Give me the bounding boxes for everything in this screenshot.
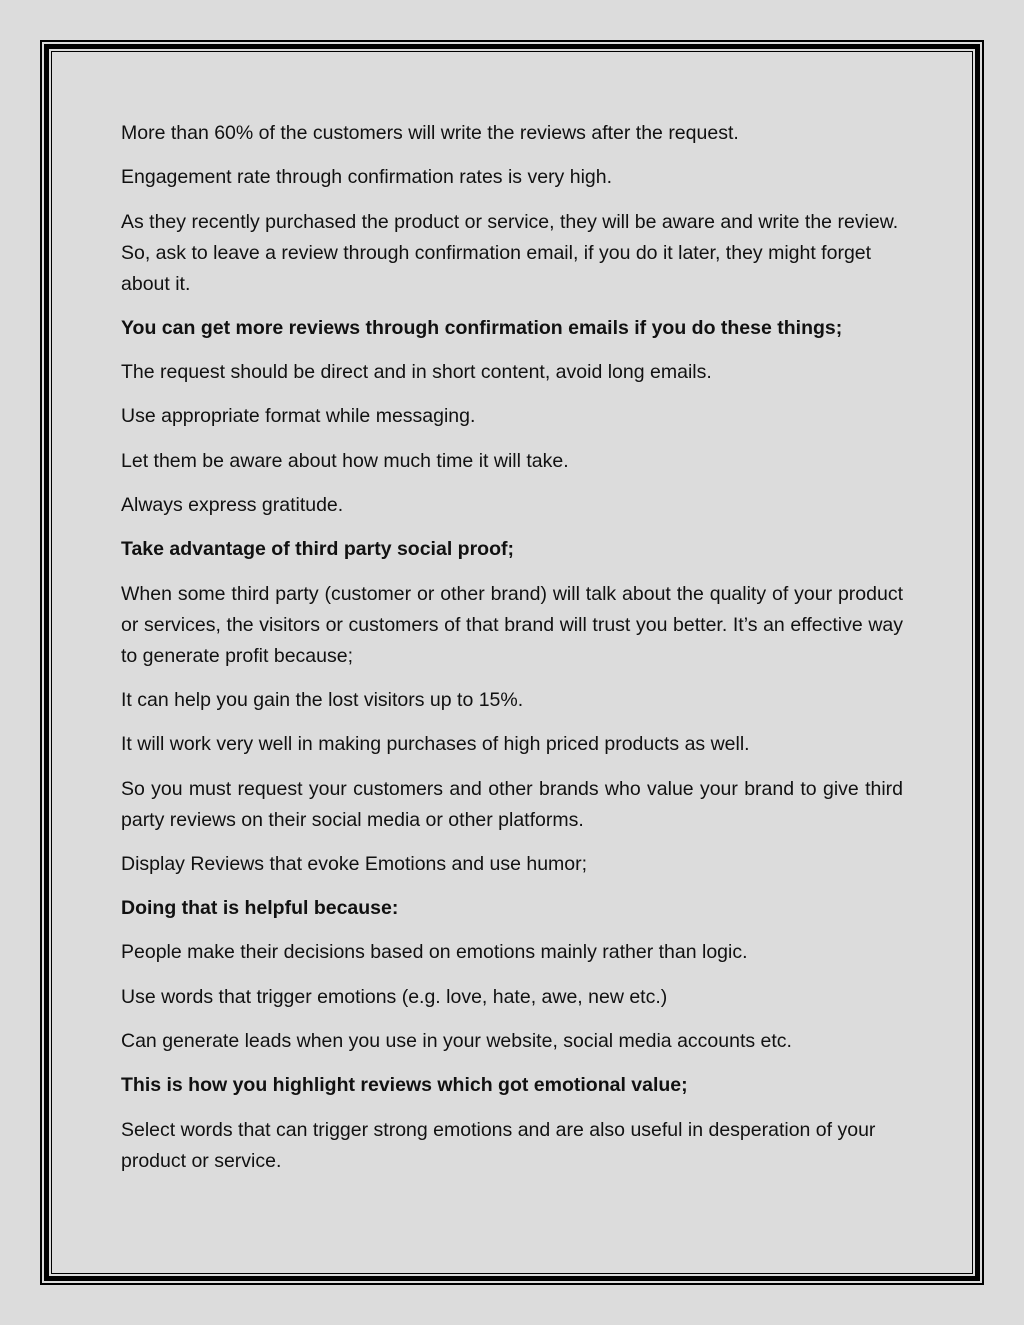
paragraph: The request should be direct and in short content, avoid long emails.	[121, 361, 712, 384]
paragraph: Select words that can trigger strong emotions and are also useful in desperation of your product or service.	[121, 1118, 876, 1172]
paragraph: Can generate leads when you use in your website, social media accounts etc.	[121, 1030, 792, 1053]
section-heading: Take advantage of third party social proof;	[121, 538, 514, 561]
paragraph: Let them be aware about how much time it will take.	[121, 449, 569, 472]
paragraph: As they recently purchased the product or service, they will be aware and write the review. So, ask to leave a review through confirmation email, if you do it later, they might forget about it.	[121, 210, 899, 295]
paragraph: Always express gratitude.	[121, 494, 344, 517]
paragraph: People make their decisions based on emotions mainly rather than logic.	[121, 941, 748, 964]
paragraph: It will work very well in making purchases of high priced products as well.	[121, 733, 750, 756]
paragraph: Engagement rate through confirmation rates is very high.	[121, 166, 613, 189]
paragraph: Display Reviews that evoke Emotions and use humor;	[121, 852, 588, 875]
document-body	[121, 118, 903, 1190]
paragraph: More than 60% of the customers will write the reviews after the request.	[121, 122, 739, 144]
section-heading: You can get more reviews through confirmation emails if you do these things;	[121, 316, 843, 339]
paragraph: When some third party (customer or other brand) will talk about the quality of your product or services, the visitors or customers of that brand will trust you better. It’s an effective way to generate profit because;	[121, 582, 903, 667]
paragraph: It can help you gain the lost visitors up to 15%.	[121, 688, 524, 711]
paragraph: Use words that trigger emotions (e.g. love, hate, awe, new etc.)	[121, 985, 668, 1008]
section-heading: This is how you highlight reviews which got emotional value;	[121, 1074, 688, 1097]
paragraph: So you must request your customers and other brands who value your brand to give third party reviews on their social media or other platforms.	[121, 777, 903, 831]
paragraph: Use appropriate format while messaging.	[121, 405, 476, 428]
section-heading: Doing that is helpful because:	[121, 897, 399, 920]
